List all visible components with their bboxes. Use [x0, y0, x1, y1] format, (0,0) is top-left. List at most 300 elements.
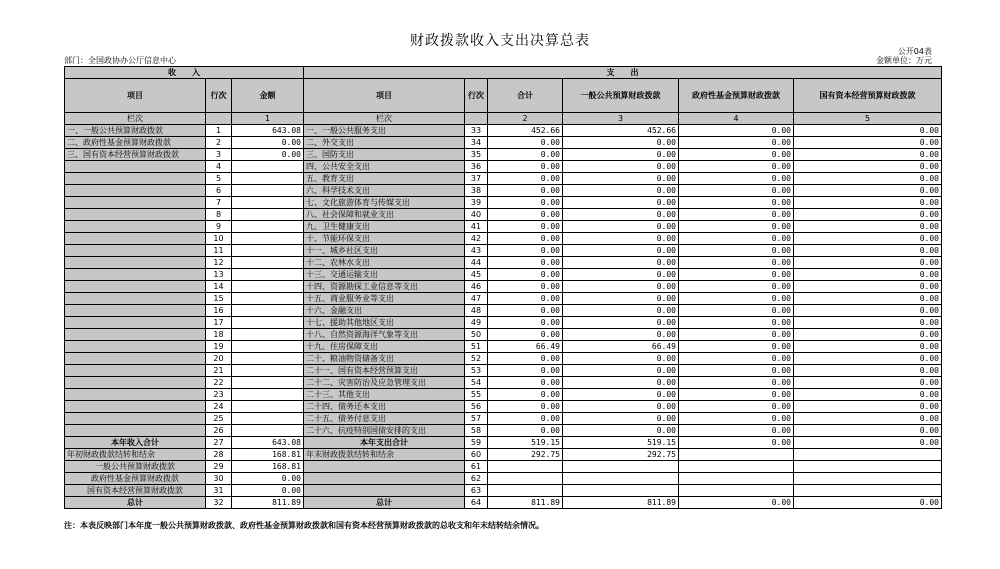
sub-fund-c2: [488, 473, 563, 485]
expense-item: 四、公共安全支出: [304, 161, 465, 173]
footnote: 注：本表反映部门本年度一般公共预算财政拨款、政府性基金预算财政拨款和国有资本经营预算财政拨款的总收支和年末结转结余情况。: [64, 521, 544, 530]
general-amount: 0.00: [563, 281, 679, 293]
sub-general-ex-no: 61: [465, 461, 488, 473]
income-amount: [232, 329, 304, 341]
income-amount: [232, 269, 304, 281]
sub-fund-c3: [563, 473, 679, 485]
expense-item: 十一、城乡社区支出: [304, 245, 465, 257]
expense-item: 九、卫生健康支出: [304, 221, 465, 233]
table-row: [65, 401, 942, 413]
expense-row-no: 35: [465, 149, 488, 161]
general-amount: 0.00: [563, 305, 679, 317]
state-amount: 0.00: [794, 149, 942, 161]
expense-item: 十八、自然资源海洋气象等支出: [304, 329, 465, 341]
sub-general-amount: 168.81: [232, 461, 304, 473]
income-row-no: 2: [206, 137, 232, 149]
fund-amount: 0.00: [679, 245, 794, 257]
general-amount: 0.00: [563, 149, 679, 161]
income-amount: [232, 305, 304, 317]
expense-row-no: 44: [465, 257, 488, 269]
income-row-no: 12: [206, 257, 232, 269]
fund-amount: 0.00: [679, 281, 794, 293]
fund-amount: 0.00: [679, 377, 794, 389]
expense-row-no: 49: [465, 317, 488, 329]
grand-income-no: 32: [206, 497, 232, 509]
fund-amount: 0.00: [679, 233, 794, 245]
total-amount: 0.00: [488, 353, 563, 365]
general-amount: 0.00: [563, 365, 679, 377]
total-amount: 0.00: [488, 173, 563, 185]
income-row-no: 10: [206, 233, 232, 245]
grand-expense-label: 总计: [304, 497, 465, 509]
state-amount: 0.00: [794, 221, 942, 233]
table-row: [65, 197, 942, 209]
income-item: [65, 269, 206, 281]
general-amount: 0.00: [563, 425, 679, 437]
carryover-no: 28: [206, 449, 232, 461]
expense-item: 二十三、其他支出: [304, 389, 465, 401]
expense-item: 十九、住房保障支出: [304, 341, 465, 353]
state-amount: 0.00: [794, 137, 942, 149]
income-item: [65, 245, 206, 257]
general-amount: 0.00: [563, 353, 679, 365]
table-row: [65, 161, 942, 173]
fund-amount: 0.00: [679, 353, 794, 365]
year-end-no: 60: [465, 449, 488, 461]
table-row: [65, 413, 942, 425]
income-amount: [232, 197, 304, 209]
expense-row-no: 33: [465, 125, 488, 137]
table-row: [65, 389, 942, 401]
table-row: [65, 365, 942, 377]
income-amount: [232, 341, 304, 353]
income-row-no: 5: [206, 173, 232, 185]
income-row-no: 21: [206, 365, 232, 377]
total-amount: 0.00: [488, 365, 563, 377]
expense-item: 二十四、债务还本支出: [304, 401, 465, 413]
state-amount: 0.00: [794, 401, 942, 413]
state-amount: 0.00: [794, 293, 942, 305]
expense-row-no: 42: [465, 233, 488, 245]
table-row: [65, 149, 942, 161]
sub-general-c2: [488, 461, 563, 473]
year-end-c3: 292.75: [563, 449, 679, 461]
col-index-2: 2: [488, 113, 563, 125]
total-amount: 0.00: [488, 425, 563, 437]
fund-amount: 0.00: [679, 329, 794, 341]
state-amount: 0.00: [794, 329, 942, 341]
income-item: [65, 185, 206, 197]
fund-amount: 0.00: [679, 149, 794, 161]
general-amount: 0.00: [563, 401, 679, 413]
col-income-item: 项目: [65, 79, 206, 113]
expense-item: 十、节能环保支出: [304, 233, 465, 245]
col-income-row-no: 行次: [206, 79, 232, 113]
sub-fund-ex-item: [304, 473, 465, 485]
income-amount: [232, 185, 304, 197]
expense-total-no: 59: [465, 437, 488, 449]
expense-row-no: 38: [465, 185, 488, 197]
state-amount: 0.00: [794, 281, 942, 293]
income-amount: [232, 245, 304, 257]
expense-row-no: 39: [465, 197, 488, 209]
fund-amount: 0.00: [679, 269, 794, 281]
income-item: [65, 413, 206, 425]
expense-row-no: 57: [465, 413, 488, 425]
income-row-no: 11: [206, 245, 232, 257]
grand-c2: 811.89: [488, 497, 563, 509]
state-amount: 0.00: [794, 245, 942, 257]
table-row: [65, 233, 942, 245]
grand-income-amount: 811.89: [232, 497, 304, 509]
expense-item: 八、社会保障和就业支出: [304, 209, 465, 221]
income-row-no: 24: [206, 401, 232, 413]
state-amount: 0.00: [794, 209, 942, 221]
expense-item: 二十五、债务付息支出: [304, 413, 465, 425]
income-amount: [232, 317, 304, 329]
expense-row-no: 43: [465, 245, 488, 257]
state-amount: 0.00: [794, 173, 942, 185]
sub-state-c2: [488, 485, 563, 497]
general-amount: 0.00: [563, 197, 679, 209]
col-index-blank-2: [465, 113, 488, 125]
department-label: 部门：全国政协办公厅信息中心: [64, 56, 176, 65]
expense-row-no: 40: [465, 209, 488, 221]
income-item: [65, 305, 206, 317]
fund-amount: 0.00: [679, 221, 794, 233]
fund-amount: 0.00: [679, 341, 794, 353]
fund-amount: 0.00: [679, 389, 794, 401]
total-amount: 0.00: [488, 413, 563, 425]
table-row: [65, 305, 942, 317]
sub-general-label: 一般公共预算财政拨款: [65, 461, 206, 473]
fund-amount: 0.00: [679, 317, 794, 329]
fund-amount: 0.00: [679, 173, 794, 185]
table-row: [65, 221, 942, 233]
general-amount: 66.49: [563, 341, 679, 353]
income-amount: [232, 257, 304, 269]
income-row-no: 23: [206, 389, 232, 401]
income-item: 一、一般公共预算财政拨款: [65, 125, 206, 137]
income-item: [65, 281, 206, 293]
table-row: [65, 173, 942, 185]
expense-item: 二、外交支出: [304, 137, 465, 149]
sub-state-ex-no: 63: [465, 485, 488, 497]
state-amount: 0.00: [794, 353, 942, 365]
table-row: [65, 269, 942, 281]
expense-item: 十七、援助其他地区支出: [304, 317, 465, 329]
sub-fund-amount: 0.00: [232, 473, 304, 485]
general-amount: 0.00: [563, 317, 679, 329]
income-amount: 643.08: [232, 125, 304, 137]
row-grand-total: [65, 497, 942, 509]
income-row-no: 14: [206, 281, 232, 293]
income-row-no: 22: [206, 377, 232, 389]
year-end-label: 年末财政拨款结转和结余: [304, 449, 465, 461]
sub-general-c3: [563, 461, 679, 473]
grand-c4: 0.00: [679, 497, 794, 509]
income-row-no: 6: [206, 185, 232, 197]
income-item: [65, 317, 206, 329]
state-amount: 0.00: [794, 425, 942, 437]
expense-item: 二十六、抗疫特别国债安排的支出: [304, 425, 465, 437]
carryover-label: 年初财政拨款结转和结余: [65, 449, 206, 461]
expense-item: 五、教育支出: [304, 173, 465, 185]
total-amount: 66.49: [488, 341, 563, 353]
income-amount: [232, 413, 304, 425]
total-amount: 452.66: [488, 125, 563, 137]
income-amount: [232, 293, 304, 305]
income-item: [65, 221, 206, 233]
col-state-capital: 国有资本经营预算财政拨款: [794, 79, 942, 113]
income-item: [65, 401, 206, 413]
row-sub-general: [65, 461, 942, 473]
expense-row-no: 50: [465, 329, 488, 341]
income-item: [65, 197, 206, 209]
table-row: [65, 425, 942, 437]
grand-c3: 811.89: [563, 497, 679, 509]
col-index-label: 栏次: [65, 113, 206, 125]
state-amount: 0.00: [794, 377, 942, 389]
fund-amount: 0.00: [679, 125, 794, 137]
income-item: [65, 341, 206, 353]
table-row: [65, 125, 942, 137]
general-amount: 0.00: [563, 185, 679, 197]
year-end-c4: [679, 449, 794, 461]
income-amount: [232, 173, 304, 185]
year-end-c2: 292.75: [488, 449, 563, 461]
general-amount: 0.00: [563, 221, 679, 233]
income-row-no: 25: [206, 413, 232, 425]
income-header: 收 入: [65, 67, 304, 79]
header-row-top: [65, 67, 942, 79]
table-row: [65, 353, 942, 365]
state-amount: 0.00: [794, 413, 942, 425]
total-amount: 0.00: [488, 269, 563, 281]
general-amount: 0.00: [563, 173, 679, 185]
total-amount: 0.00: [488, 245, 563, 257]
row-year-total: [65, 437, 942, 449]
total-amount: 0.00: [488, 281, 563, 293]
expense-item: 一、一般公共服务支出: [304, 125, 465, 137]
income-row-no: 19: [206, 341, 232, 353]
fund-amount: 0.00: [679, 413, 794, 425]
expense-row-no: 45: [465, 269, 488, 281]
state-amount: 0.00: [794, 305, 942, 317]
expense-item: 三、国防支出: [304, 149, 465, 161]
income-item: [65, 389, 206, 401]
state-amount: 0.00: [794, 161, 942, 173]
col-index-1: 1: [232, 113, 304, 125]
general-amount: 0.00: [563, 413, 679, 425]
total-amount: 0.00: [488, 149, 563, 161]
sub-state-ex-item: [304, 485, 465, 497]
fund-amount: 0.00: [679, 185, 794, 197]
state-amount: 0.00: [794, 365, 942, 377]
expense-row-no: 37: [465, 173, 488, 185]
expense-row-no: 58: [465, 425, 488, 437]
general-amount: 0.00: [563, 161, 679, 173]
grand-income-label: 总计: [65, 497, 206, 509]
report-title: 财政拨款收入支出决算总表: [410, 33, 590, 49]
fund-amount: 0.00: [679, 197, 794, 209]
income-total-label: 本年收入合计: [65, 437, 206, 449]
income-item: 三、国有资本经营预算财政拨款: [65, 149, 206, 161]
grand-c5: 0.00: [794, 497, 942, 509]
income-row-no: 3: [206, 149, 232, 161]
general-amount: 0.00: [563, 245, 679, 257]
sub-fund-c5: [794, 473, 942, 485]
sub-fund-no: 30: [206, 473, 232, 485]
income-item: 二、政府性基金预算财政拨款: [65, 137, 206, 149]
expense-row-no: 36: [465, 161, 488, 173]
header-row-index: [65, 113, 942, 125]
income-row-no: 7: [206, 197, 232, 209]
income-item: [65, 233, 206, 245]
expense-row-no: 34: [465, 137, 488, 149]
income-row-no: 17: [206, 317, 232, 329]
state-amount: 0.00: [794, 233, 942, 245]
fund-amount: 0.00: [679, 305, 794, 317]
col-fund-budget: 政府性基金预算财政拨款: [679, 79, 794, 113]
table-row: [65, 209, 942, 221]
income-item: [65, 161, 206, 173]
total-amount: 0.00: [488, 161, 563, 173]
row-sub-fund: [65, 473, 942, 485]
income-row-no: 4: [206, 161, 232, 173]
fund-amount: 0.00: [679, 425, 794, 437]
general-amount: 0.00: [563, 137, 679, 149]
expense-header: 支 出: [304, 67, 942, 79]
sub-state-c4: [679, 485, 794, 497]
col-index-3: 3: [563, 113, 679, 125]
sub-general-ex-item: [304, 461, 465, 473]
expense-item: 十四、资源勘探工业信息等支出: [304, 281, 465, 293]
year-end-c5: [794, 449, 942, 461]
income-amount: [232, 401, 304, 413]
total-amount: 0.00: [488, 209, 563, 221]
sub-state-label: 国有资本经营预算财政拨款: [65, 485, 206, 497]
income-item: [65, 293, 206, 305]
income-amount: [232, 281, 304, 293]
sub-fund-c4: [679, 473, 794, 485]
state-amount: 0.00: [794, 317, 942, 329]
expense-item: 六、科学技术支出: [304, 185, 465, 197]
expense-total-label: 本年支出合计: [304, 437, 465, 449]
expense-item: 十三、交通运输支出: [304, 269, 465, 281]
expense-row-no: 56: [465, 401, 488, 413]
expense-row-no: 48: [465, 305, 488, 317]
income-row-no: 26: [206, 425, 232, 437]
table-row: [65, 257, 942, 269]
total-amount: 0.00: [488, 317, 563, 329]
expense-item: 十六、金融支出: [304, 305, 465, 317]
table-row: [65, 185, 942, 197]
col-index-5: 5: [794, 113, 942, 125]
expense-item: 七、文化旅游体育与传媒支出: [304, 197, 465, 209]
expense-total-c3: 519.15: [563, 437, 679, 449]
income-row-no: 13: [206, 269, 232, 281]
state-amount: 0.00: [794, 125, 942, 137]
table-row: [65, 281, 942, 293]
fund-amount: 0.00: [679, 401, 794, 413]
col-expense-item: 项目: [304, 79, 465, 113]
fund-amount: 0.00: [679, 293, 794, 305]
total-amount: 0.00: [488, 197, 563, 209]
total-amount: 0.00: [488, 137, 563, 149]
table-row: [65, 329, 942, 341]
row-sub-state: [65, 485, 942, 497]
sub-state-amount: 0.00: [232, 485, 304, 497]
income-amount: 0.00: [232, 149, 304, 161]
state-amount: 0.00: [794, 341, 942, 353]
expense-row-no: 52: [465, 353, 488, 365]
income-amount: 0.00: [232, 137, 304, 149]
income-amount: [232, 389, 304, 401]
income-item: [65, 425, 206, 437]
expense-item: 十五、商业服务业等支出: [304, 293, 465, 305]
general-amount: 0.00: [563, 293, 679, 305]
expense-row-no: 51: [465, 341, 488, 353]
income-row-no: 20: [206, 353, 232, 365]
fund-amount: 0.00: [679, 365, 794, 377]
total-amount: 0.00: [488, 185, 563, 197]
income-amount: [232, 377, 304, 389]
total-amount: 0.00: [488, 221, 563, 233]
sub-state-c5: [794, 485, 942, 497]
col-index-blank: [206, 113, 232, 125]
col-index-4: 4: [679, 113, 794, 125]
sub-general-c5: [794, 461, 942, 473]
state-amount: 0.00: [794, 197, 942, 209]
fund-amount: 0.00: [679, 209, 794, 221]
row-carryover: [65, 449, 942, 461]
fund-amount: 0.00: [679, 257, 794, 269]
table-body: [65, 125, 942, 437]
expense-item: 二十、粮油物资储备支出: [304, 353, 465, 365]
income-amount: [232, 161, 304, 173]
grand-expense-no: 64: [465, 497, 488, 509]
income-row-no: 8: [206, 209, 232, 221]
expense-row-no: 41: [465, 221, 488, 233]
total-amount: 0.00: [488, 377, 563, 389]
general-amount: 0.00: [563, 209, 679, 221]
total-amount: 0.00: [488, 233, 563, 245]
sub-fund-label: 政府性基金预算财政拨款: [65, 473, 206, 485]
general-amount: 0.00: [563, 257, 679, 269]
fund-amount: 0.00: [679, 137, 794, 149]
state-amount: 0.00: [794, 389, 942, 401]
total-amount: 0.00: [488, 257, 563, 269]
income-item: [65, 329, 206, 341]
general-amount: 0.00: [563, 269, 679, 281]
income-row-no: 18: [206, 329, 232, 341]
finance-table: [64, 66, 942, 509]
total-amount: 0.00: [488, 389, 563, 401]
table-row: [65, 341, 942, 353]
income-total-amount: 643.08: [232, 437, 304, 449]
expense-item: 二十一、国有资本经营预算支出: [304, 365, 465, 377]
income-row-no: 16: [206, 305, 232, 317]
expense-row-no: 53: [465, 365, 488, 377]
expense-row-no: 55: [465, 389, 488, 401]
col-index-label-2: 栏次: [304, 113, 465, 125]
state-amount: 0.00: [794, 269, 942, 281]
expense-total-c5: 0.00: [794, 437, 942, 449]
sub-fund-ex-no: 62: [465, 473, 488, 485]
income-amount: [232, 221, 304, 233]
sub-state-c3: [563, 485, 679, 497]
